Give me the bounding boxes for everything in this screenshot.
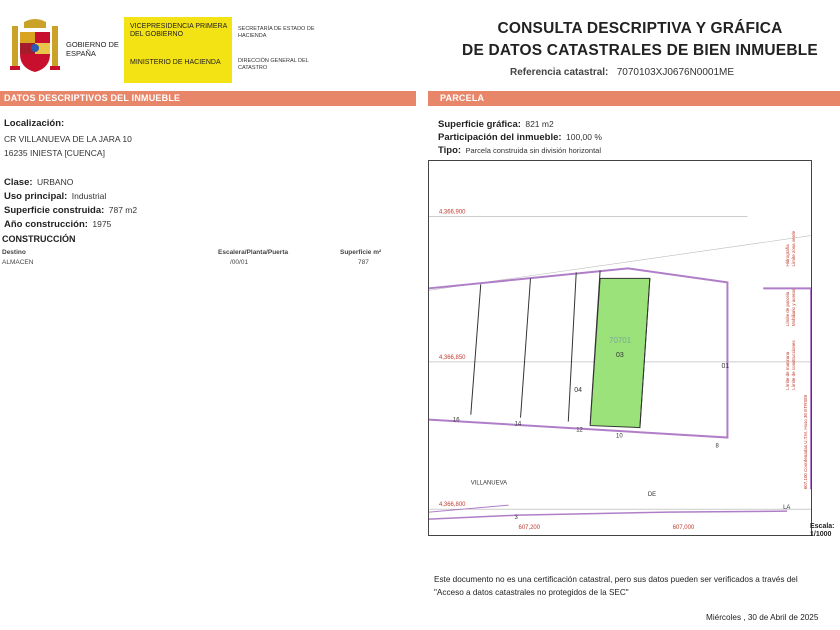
coord-label: 4,366,800 xyxy=(438,502,466,509)
table-header-escalera: Escalera/Planta/Puerta xyxy=(218,249,289,256)
table-cell-destino: ALMACEN xyxy=(2,259,34,266)
superficie-label: Superficie construida: xyxy=(4,205,105,216)
table-cell-superficie: 787 xyxy=(358,259,369,266)
document-title-line1: CONSULTA DESCRIPTIVA Y GRÁFICA xyxy=(497,20,783,37)
map-legend xyxy=(785,230,796,389)
table-header-destino: Destino xyxy=(2,249,26,256)
parcela-bar: PARCELA xyxy=(428,91,840,106)
ref-value: 7070103XJ0676N0001ME xyxy=(616,67,735,78)
anio-label: Año construcción: xyxy=(4,219,88,230)
table-cell-escalera: /00/01 xyxy=(230,259,249,266)
escala xyxy=(810,523,835,539)
coat-of-arms-icon xyxy=(8,18,62,80)
legend-item: Límite de construcciones xyxy=(791,340,797,390)
street-label: VILLANUEVA xyxy=(470,480,508,487)
legend-item: Límite de manzana xyxy=(785,351,791,390)
secretaria-label: SECRETARÍA DE ESTADO DE HACIENDA xyxy=(238,26,315,39)
coord-label: 607,000 xyxy=(672,525,695,532)
uso-label: Uso principal: xyxy=(4,191,68,202)
ref-label: Referencia catastral: xyxy=(510,67,609,78)
parcel-number: 70701 xyxy=(609,336,632,346)
house-number: 3 xyxy=(514,515,518,522)
tipo-label: Tipo: xyxy=(438,145,462,156)
block-boundary xyxy=(429,268,730,437)
datos-descriptivos-bar: DATOS DESCRIPTIVOS DEL INMUEBLE xyxy=(0,91,416,106)
tipo-value: Parcela construida sin división horizontal xyxy=(465,146,601,155)
participacion-label: Participación del inmueble: xyxy=(438,132,562,143)
superficie-value: 787 m2 xyxy=(108,205,138,215)
tipo-row xyxy=(438,140,601,158)
legend-item: Límite zona verde xyxy=(791,230,797,267)
gobierno-label: GOBIERNO DE ESPAÑA xyxy=(66,40,119,58)
construccion-title: CONSTRUCCIÓN xyxy=(2,234,76,244)
legend-item: Mobiliario y aceras xyxy=(791,288,797,327)
document-title-line2: DE DATOS CATASTRALES DE BIEN INMUEBLE xyxy=(462,42,818,59)
sup-grafica-label: Superficie gráfica: xyxy=(438,119,521,130)
disclaimer-note: Este documento no es una certificación catastral, pero sus datos pueden ser verificados a través del "Acceso a datos catastrales no protegidos de la SEC" xyxy=(434,575,798,597)
house-number: 8 xyxy=(715,443,719,450)
direccion-label: DIRECCIÓN GENERAL DEL CATASTRO xyxy=(238,58,309,71)
anio-row xyxy=(4,214,111,232)
table-header-superficie: Superficie m² xyxy=(340,249,382,256)
ministry-block xyxy=(124,17,232,83)
parcel-line xyxy=(471,284,481,414)
anio-value: 1975 xyxy=(92,219,112,229)
parcel-label: 04 xyxy=(574,386,582,394)
vicepresidencia-label: VICEPRESIDENCIA PRIMERA DEL GOBIERNO xyxy=(130,23,227,38)
street-label: DE xyxy=(647,492,657,499)
escala-label: Escala: xyxy=(810,523,835,530)
house-number: 12 xyxy=(576,427,583,434)
clase-value: URBANO xyxy=(36,177,74,187)
coord-label: 4,366,850 xyxy=(438,354,466,361)
coord-label: 4,366,900 xyxy=(438,209,466,216)
address-line2: 16235 INIESTA [CUENCA] xyxy=(4,148,105,158)
document-date: Miércoles , 30 de Abril de 2025 xyxy=(706,613,819,622)
address-line1: CR VILLANUEVA DE LA JARA 10 xyxy=(4,134,132,144)
ministerio-label: MINISTERIO DE HACIENDA xyxy=(130,59,221,66)
legend-item: Hidrografía xyxy=(785,244,791,267)
legend-item: Límite de parcela xyxy=(785,291,791,327)
parcel-line xyxy=(568,272,576,421)
utm-side-text: 607,100 Coordenadas U.T.M. Huso 30 ETRS89 xyxy=(803,394,808,490)
house-number: 10 xyxy=(616,433,623,440)
cadastral-map xyxy=(428,160,812,536)
participacion-value: 100,00 % xyxy=(565,132,602,142)
street-label: LA xyxy=(783,505,791,512)
street-boundary xyxy=(429,511,787,522)
parcel-sub: 03 xyxy=(616,351,624,359)
uso-value: Industrial xyxy=(71,191,107,201)
coord-label: 607,200 xyxy=(518,525,541,532)
escala-value: 1/1000 xyxy=(810,531,832,538)
referencia-catastral xyxy=(510,67,734,78)
clase-label: Clase: xyxy=(4,177,33,188)
house-number: 16 xyxy=(452,417,460,424)
house-number: 14 xyxy=(514,421,522,428)
sup-grafica-value: 821 m2 xyxy=(525,119,554,129)
parcel-line xyxy=(521,278,531,417)
parcel-label: 01 xyxy=(721,362,730,370)
localizacion-label: Localización: xyxy=(4,118,65,129)
